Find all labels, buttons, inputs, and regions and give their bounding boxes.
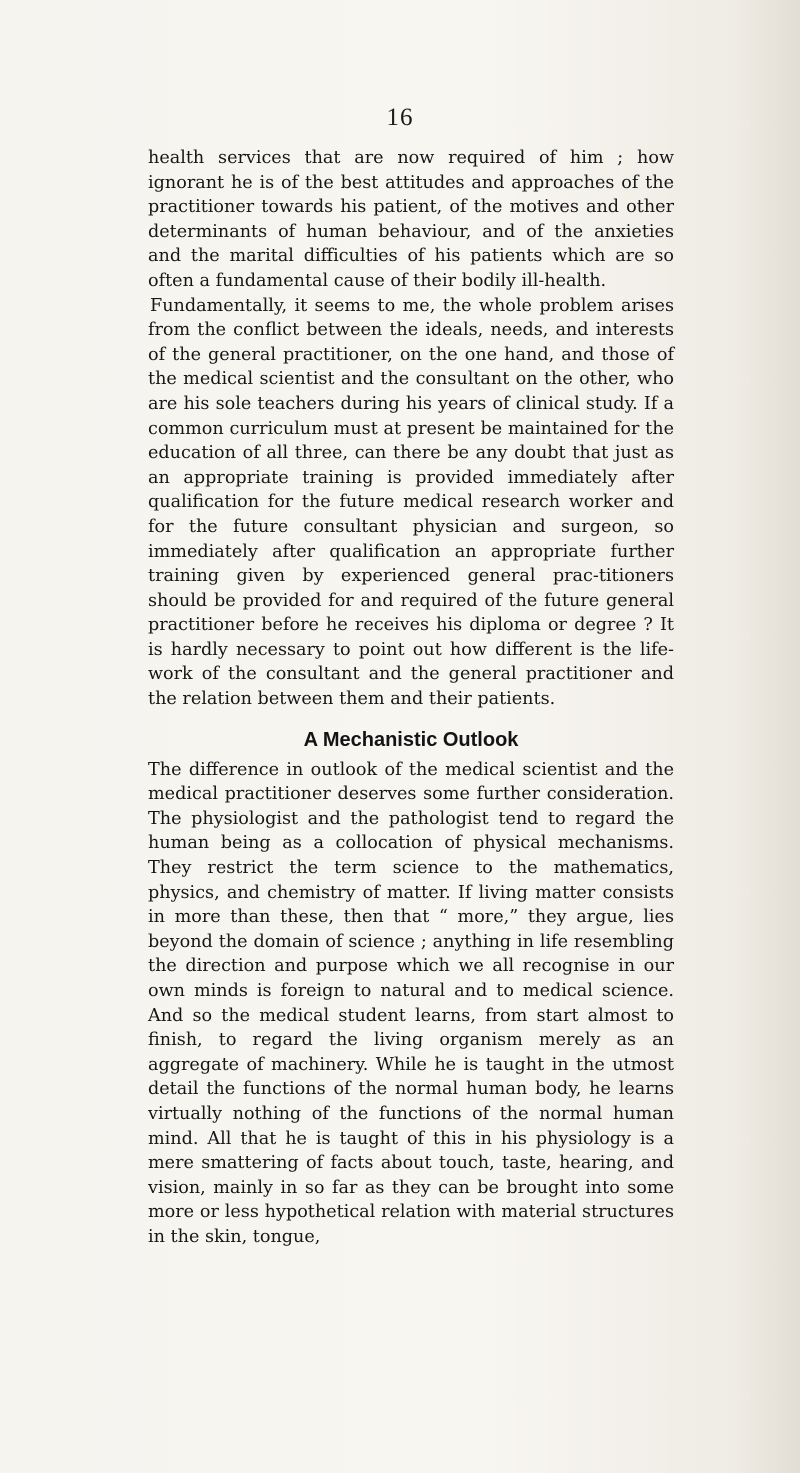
- section-heading: A Mechanistic Outlook: [303, 728, 519, 751]
- page-number: 16: [386, 104, 414, 131]
- paragraph-fundamentally: Fundamentally, it seems to me, the whole problem arises from the conflict between the ideals, needs, and interests of the general practitioner, on the one hand, and those of the medical scientist and the consultant on the other, who are his sole teachers during his years of clinical study. If a common curriculum must at present be maintained for the education of all three, can there be any doubt that just as an appropriate training is provided immediately after qualification for the future medical research worker and for the future consultant physician and surgeon, so immediately after qualification an appropriate further training given by experienced general prac-titioners should be provided for and required of the future general practitioner before he receives his diploma or degree ? It is hardly necessary to point out how different is the life-work of the consultant and the general practitioner and the relation between them and their patients.: [148, 295, 674, 710]
- paragraph-difference-in-outlook: The difference in outlook of the medical scientist and the medical practitioner deserves some further consideration. The physiologist and the pathologist tend to regard the human being as a collocation of physical mechanisms. They restrict the term science to the mathematics, physics, and chemistry of matter. If living matter consists in more than these, then that “ more,” they argue, lies beyond the domain of science ; anything in life resembling the direction and purpose which we all recognise in our own minds is foreign to natural and to medical science. And so the medical student learns, from start almost to finish, to regard the living organism merely as an aggregate of machinery. While he is taught in the utmost detail the functions of the normal human body, he learns virtually nothing of the functions of the normal human mind. All that he is taught of this in his physiology is a mere smattering of facts about touch, taste, hearing, and vision, mainly in so far as they can be brought into some more or less hypothetical relation with material structures in the skin, tongue,: [148, 759, 674, 1247]
- page-body: [148, 146, 674, 1250]
- paragraph-health-services: health services that are now required of him ; how ignorant he is of the best attitudes and approaches of the practitioner towards his patient, of the motives and other determinants of human behaviour, and of the anxieties and the marital difficulties of his patients which are so often a fundamental cause of their bodily ill-health.: [148, 148, 674, 291]
